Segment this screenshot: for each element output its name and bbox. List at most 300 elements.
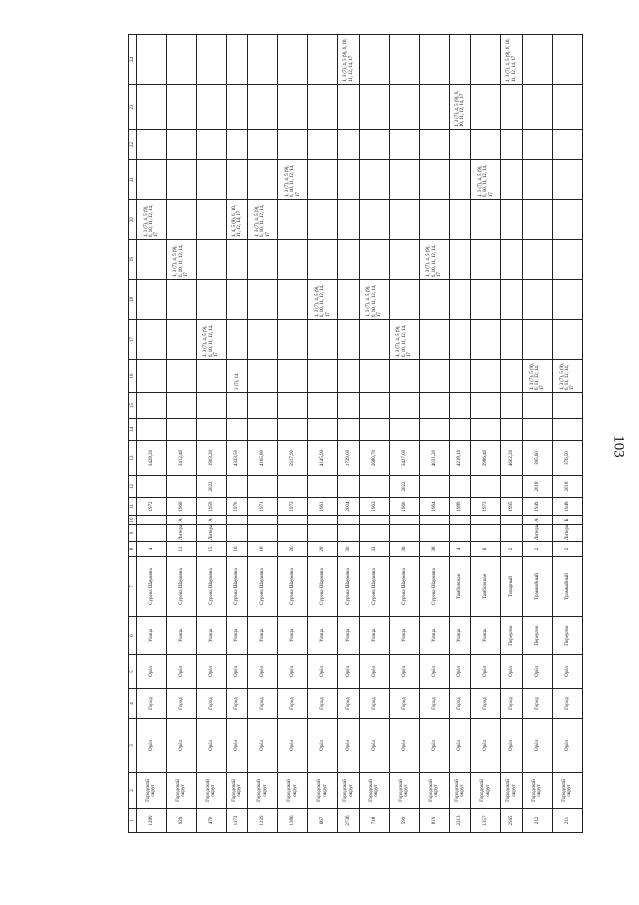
table-row [522, 35, 552, 833]
table-cell [552, 320, 582, 360]
table-cell [248, 320, 278, 360]
table-cell [449, 200, 471, 240]
table-cell: Городской округ [338, 773, 360, 809]
table-cell [338, 200, 360, 240]
table-cell: Сурена Шаумяна [419, 557, 449, 617]
column-header: 16 [129, 360, 137, 393]
table-cell: Городской округ [248, 773, 278, 809]
column-header: 24 [129, 35, 137, 85]
table-cell: Орёл [419, 719, 449, 773]
table-cell: Орёл [196, 719, 226, 773]
table-cell [419, 393, 449, 419]
table-cell: 18 [248, 542, 278, 557]
table-cell: Переулок [522, 617, 552, 655]
table-cell: Орёл [166, 719, 196, 773]
table-row [166, 35, 196, 833]
column-header: 6 [129, 617, 137, 655]
table-cell [196, 130, 226, 160]
table-cell: 2018 [552, 476, 582, 498]
table-cell: 1, 3 (7), 4, 5 (9), 6, 10, 11, 12, 14, 17 [389, 320, 419, 360]
table-cell [137, 516, 167, 525]
table-cell: Орёл [137, 655, 167, 689]
table-cell: 395,60 [522, 441, 552, 476]
table-cell [471, 393, 501, 419]
table-cell: Улица [308, 617, 338, 655]
table-cell [137, 476, 167, 498]
table-cell [552, 240, 582, 280]
table-cell: 1972 [137, 498, 167, 516]
table-row [137, 35, 167, 833]
table-cell [501, 320, 523, 360]
table-cell: 2022 [389, 476, 419, 498]
table-cell: Орёл [226, 719, 248, 773]
table-cell: Город [552, 689, 582, 719]
table-cell: Сурена Шаумяна [338, 557, 360, 617]
table-cell: Литера [552, 525, 582, 542]
table-cell: Орёл [501, 719, 523, 773]
table-cell [449, 525, 471, 542]
table-cell: 2565 [501, 809, 523, 833]
table-cell: Городской округ [226, 773, 248, 809]
table-cell: 4218,10 [449, 441, 471, 476]
table-cell [308, 130, 338, 160]
table-cell [226, 393, 248, 419]
table-cell: 1, 3 (7), 4, 5 (9), 6, 10, 11, 12, 14, 17 [166, 240, 196, 280]
column-header: 21 [129, 160, 137, 200]
table-cell: Б [552, 516, 582, 525]
table-cell [278, 130, 308, 160]
table-cell [449, 476, 471, 498]
table-cell: 2 [552, 542, 582, 557]
table-cell [226, 320, 248, 360]
table-cell [471, 240, 501, 280]
table-body [137, 35, 583, 833]
table-cell: Улица [449, 617, 471, 655]
table-cell: Город [196, 689, 226, 719]
table-cell: 2680,70 [359, 441, 389, 476]
table-cell: Городской округ [522, 773, 552, 809]
table-cell [137, 280, 167, 320]
column-header: 18 [129, 280, 137, 320]
table-cell [359, 393, 389, 419]
table-cell: Город [419, 689, 449, 719]
table-cell: 4031,20 [419, 441, 449, 476]
table-cell: Орёл [419, 655, 449, 689]
table-cell: 38 [419, 542, 449, 557]
table-cell [501, 280, 523, 320]
rotated-table-sheet [128, 35, 583, 833]
table-cell: Переулок [501, 617, 523, 655]
table-cell [471, 320, 501, 360]
table-cell: Улица [248, 617, 278, 655]
header-row [129, 35, 137, 833]
table-cell: Улица [338, 617, 360, 655]
table-cell: 15 [196, 542, 226, 557]
column-header: 1 [129, 809, 137, 833]
table-cell [419, 320, 449, 360]
table-cell: Орёл [359, 719, 389, 773]
table-cell [137, 240, 167, 280]
table-cell: 1903,20 [196, 441, 226, 476]
table-cell [471, 525, 501, 542]
table-cell: Орёл [471, 655, 501, 689]
table-cell [278, 85, 308, 130]
table-cell [308, 516, 338, 525]
table-row [308, 35, 338, 833]
table-cell: Сурена Шаумяна [196, 557, 226, 617]
table-cell [226, 130, 248, 160]
table-cell [449, 320, 471, 360]
table-cell: Сурена Шаумяна [166, 557, 196, 617]
table-cell: 1, 3 (7), 4, 5 (9), 6, 10, 11, 12, 14, 17 [449, 85, 471, 130]
table-cell: 2313 [449, 809, 471, 833]
table-cell: Орёл [338, 719, 360, 773]
table-cell: Орёл [522, 655, 552, 689]
table-cell [308, 200, 338, 240]
table-cell [166, 130, 196, 160]
table-cell: Орёл [389, 719, 419, 773]
table-cell: Орёл [552, 719, 582, 773]
table-cell: 1995 [501, 498, 523, 516]
table-cell: 1357 [471, 809, 501, 833]
table-cell: 1971 [248, 498, 278, 516]
table-cell: 36 [389, 542, 419, 557]
table-cell [419, 130, 449, 160]
table-cell: 1229 [248, 809, 278, 833]
table-cell [449, 419, 471, 441]
table-cell: 1739,00 [338, 441, 360, 476]
column-header: 13 [129, 441, 137, 476]
table-cell [419, 525, 449, 542]
table-cell: Городской округ [419, 773, 449, 809]
table-cell [248, 360, 278, 393]
column-header: 19 [129, 240, 137, 280]
table-row [552, 35, 582, 833]
table-cell: 1959 [196, 498, 226, 516]
table-cell [501, 516, 523, 525]
table-cell: 3 (7), 14 [226, 360, 248, 393]
table-cell [419, 85, 449, 130]
table-cell [196, 240, 226, 280]
table-cell: 929 [166, 809, 196, 833]
table-cell: 4 [449, 542, 471, 557]
table-cell [449, 160, 471, 200]
table-cell [248, 419, 278, 441]
table-cell [338, 393, 360, 419]
table-cell [449, 360, 471, 393]
table-cell [166, 393, 196, 419]
table-cell: 1949 [552, 498, 582, 516]
table-cell: 819 [419, 809, 449, 833]
table-cell: Город [501, 689, 523, 719]
table-cell: Город [338, 689, 360, 719]
column-header: 20 [129, 200, 137, 240]
column-header: 3 [129, 719, 137, 773]
table-cell: Город [359, 689, 389, 719]
table-cell: 4165,80 [248, 441, 278, 476]
table-cell [338, 525, 360, 542]
table-cell [248, 240, 278, 280]
table-cell [278, 476, 308, 498]
table-cell [359, 360, 389, 393]
table-row [389, 35, 419, 833]
table-cell [196, 160, 226, 200]
table-cell: А [166, 516, 196, 525]
table-cell: 1973 [278, 498, 308, 516]
table-row [278, 35, 308, 833]
table-cell [522, 320, 552, 360]
table-cell [419, 280, 449, 320]
table-cell [166, 160, 196, 200]
table-cell [196, 419, 226, 441]
table-cell: 376,50 [552, 441, 582, 476]
table-cell [552, 280, 582, 320]
table-cell [137, 320, 167, 360]
table-cell: 1970 [226, 498, 248, 516]
table-cell: Городской округ [449, 773, 471, 809]
table-cell [248, 280, 278, 320]
page-number: 103 [610, 435, 627, 458]
table-cell [248, 525, 278, 542]
table-cell [552, 85, 582, 130]
table-cell: Орёл [471, 719, 501, 773]
table-cell [278, 280, 308, 320]
table-cell [308, 160, 338, 200]
table-cell: 2022 [196, 476, 226, 498]
table-cell [419, 35, 449, 85]
table-row [226, 35, 248, 833]
table-cell [166, 85, 196, 130]
table-cell [308, 419, 338, 441]
column-header: 14 [129, 419, 137, 441]
table-cell: Литера [522, 525, 552, 542]
table-cell: Улица [389, 617, 419, 655]
table-cell: Городской округ [552, 773, 582, 809]
table-cell: Орёл [196, 655, 226, 689]
table-cell [389, 393, 419, 419]
column-header: 23 [129, 85, 137, 130]
table-cell [308, 476, 338, 498]
table-cell: Орёл [248, 719, 278, 773]
table-cell [419, 419, 449, 441]
table-cell: Сурена Шаумяна [278, 557, 308, 617]
table-cell: Город [308, 689, 338, 719]
table-row [471, 35, 501, 833]
table-cell: 1973 [471, 498, 501, 516]
table-cell: Орёл [278, 655, 308, 689]
table-cell [501, 160, 523, 200]
table-cell: Орёл [308, 655, 338, 689]
table-cell: 5917,90 [278, 441, 308, 476]
table-cell: Орёл [248, 655, 278, 689]
table-cell: 1, 4, 5 (9), 6, 10, 11, 12, 14, 17 [226, 200, 248, 240]
table-cell [137, 419, 167, 441]
table-cell [501, 85, 523, 130]
table-cell: Городской округ [308, 773, 338, 809]
table-cell: 470 [196, 809, 226, 833]
table-cell [226, 85, 248, 130]
table-cell: Город [278, 689, 308, 719]
table-cell [338, 160, 360, 200]
table-cell: 1961 [308, 498, 338, 516]
table-cell: Городской округ [471, 773, 501, 809]
table-cell [196, 360, 226, 393]
table-cell [471, 360, 501, 393]
table-cell [552, 130, 582, 160]
table-row [338, 35, 360, 833]
table-cell: Сурена Шаумяна [389, 557, 419, 617]
table-cell: Орёл [449, 719, 471, 773]
table-cell: 1, 3 (7), 4, 5 (9), 6, 10, 11, 12, 14, 17 [248, 200, 278, 240]
table-cell [359, 419, 389, 441]
table-row [248, 35, 278, 833]
table-cell [338, 516, 360, 525]
table-cell: Сурена Шаумяна [308, 557, 338, 617]
table-cell: 590 [389, 809, 419, 833]
table-cell [137, 393, 167, 419]
column-header: 10 [129, 517, 135, 523]
table-cell: 30 [338, 542, 360, 557]
table-cell [196, 280, 226, 320]
table-cell: Сурена Шаумяна [248, 557, 278, 617]
table-cell: 1, 3 (7), 4, 5 (9), 6, 10, 11, 12, 14, 17 [419, 240, 449, 280]
table-cell: Городской округ [359, 773, 389, 809]
table-cell [359, 130, 389, 160]
table-cell: А [196, 516, 226, 525]
table-cell: Город [166, 689, 196, 719]
table-cell [471, 476, 501, 498]
table-cell: 2018 [522, 476, 552, 498]
table-cell: Город [522, 689, 552, 719]
table-cell: 16 [226, 542, 248, 557]
table-cell: Сурена Шаумяна [226, 557, 248, 617]
table-cell [137, 35, 167, 85]
table-cell [308, 525, 338, 542]
table-cell [522, 160, 552, 200]
table-cell: 1, 3 (7), 4, 5 (9), 6, 10, 11, 12, 14, 17 [278, 160, 308, 200]
table-cell: Орёл [278, 719, 308, 773]
table-cell: Город [226, 689, 248, 719]
table-cell: 1, 3 (7), 4, 5 (9), 6, 10, 11, 12, 14, 17 [359, 280, 389, 320]
table-cell [226, 160, 248, 200]
table-cell [471, 200, 501, 240]
table-cell [278, 320, 308, 360]
column-header: 9 [129, 525, 137, 542]
table-cell: 1964 [419, 498, 449, 516]
table-cell [278, 419, 308, 441]
table-cell [471, 280, 501, 320]
table-cell [359, 320, 389, 360]
table-cell [552, 419, 582, 441]
table-cell [389, 130, 419, 160]
table-cell: 1, 3 (7), 4, 5 (9), 6, 10, 11, 12, 14, 17 [471, 160, 501, 200]
table-cell [471, 35, 501, 85]
table-cell: Трамвайный [522, 557, 552, 617]
table-cell: Орёл [359, 655, 389, 689]
table-cell [338, 320, 360, 360]
table-row [449, 35, 471, 833]
table-cell [552, 393, 582, 419]
table-row [196, 35, 226, 833]
table-cell: 2 [522, 542, 552, 557]
table-cell: Город [471, 689, 501, 719]
table-cell: 28 [308, 542, 338, 557]
table-cell [226, 280, 248, 320]
table-cell [449, 35, 471, 85]
table-cell [226, 240, 248, 280]
table-cell [359, 516, 389, 525]
table-cell: Литера [196, 525, 226, 542]
table-cell [338, 85, 360, 130]
table-cell [449, 516, 471, 525]
table-cell [166, 280, 196, 320]
table-cell: Орёл [137, 719, 167, 773]
table-cell [196, 35, 226, 85]
table-cell [137, 160, 167, 200]
table-cell [389, 360, 419, 393]
table-cell [501, 240, 523, 280]
table-cell: 1, 3 (7), 4, 5 (9), 6, 10, 11, 12, 14, 17 [501, 35, 523, 85]
table-cell: Сурена Шаумяна [137, 557, 167, 617]
table-cell [522, 393, 552, 419]
table-cell: 1386 [278, 809, 308, 833]
table-cell [552, 35, 582, 85]
table-cell: 1966 [166, 498, 196, 516]
table-cell [471, 85, 501, 130]
table-cell: Город [389, 689, 419, 719]
column-header: 11 [129, 498, 137, 516]
table-cell [389, 525, 419, 542]
table-cell [522, 85, 552, 130]
table-cell [501, 200, 523, 240]
table-cell [359, 525, 389, 542]
table-cell: Улица [359, 617, 389, 655]
table-cell: 4323,50 [226, 441, 248, 476]
table-cell: Орёл [166, 655, 196, 689]
table-cell [248, 85, 278, 130]
table-cell [419, 200, 449, 240]
table-cell [248, 393, 278, 419]
table-cell: Переулок [552, 617, 582, 655]
table-cell: 1949 [522, 498, 552, 516]
table-cell: Орёл [552, 655, 582, 689]
table-cell: Улица [419, 617, 449, 655]
table-cell [226, 476, 248, 498]
table-cell [338, 280, 360, 320]
table-cell [166, 35, 196, 85]
table-cell [226, 419, 248, 441]
column-header: 22 [129, 130, 137, 160]
table-cell: Улица [166, 617, 196, 655]
table-cell [338, 419, 360, 441]
table-cell: 1, 3 (7), 4, 5 (9), 6, 10, 11, 12, 14, 17 [137, 200, 167, 240]
table-cell [419, 360, 449, 393]
column-header: 5 [129, 655, 137, 689]
table-cell [166, 360, 196, 393]
table-cell: 2 [501, 542, 523, 557]
table-cell [449, 130, 471, 160]
table-cell [338, 476, 360, 498]
table-cell [166, 476, 196, 498]
table-cell: Орёл [308, 719, 338, 773]
table-cell [419, 476, 449, 498]
table-row [501, 35, 523, 833]
table-cell [389, 85, 419, 130]
table-cell [248, 160, 278, 200]
table-cell [501, 476, 523, 498]
table-cell [501, 130, 523, 160]
table-cell: 3428,20 [137, 441, 167, 476]
